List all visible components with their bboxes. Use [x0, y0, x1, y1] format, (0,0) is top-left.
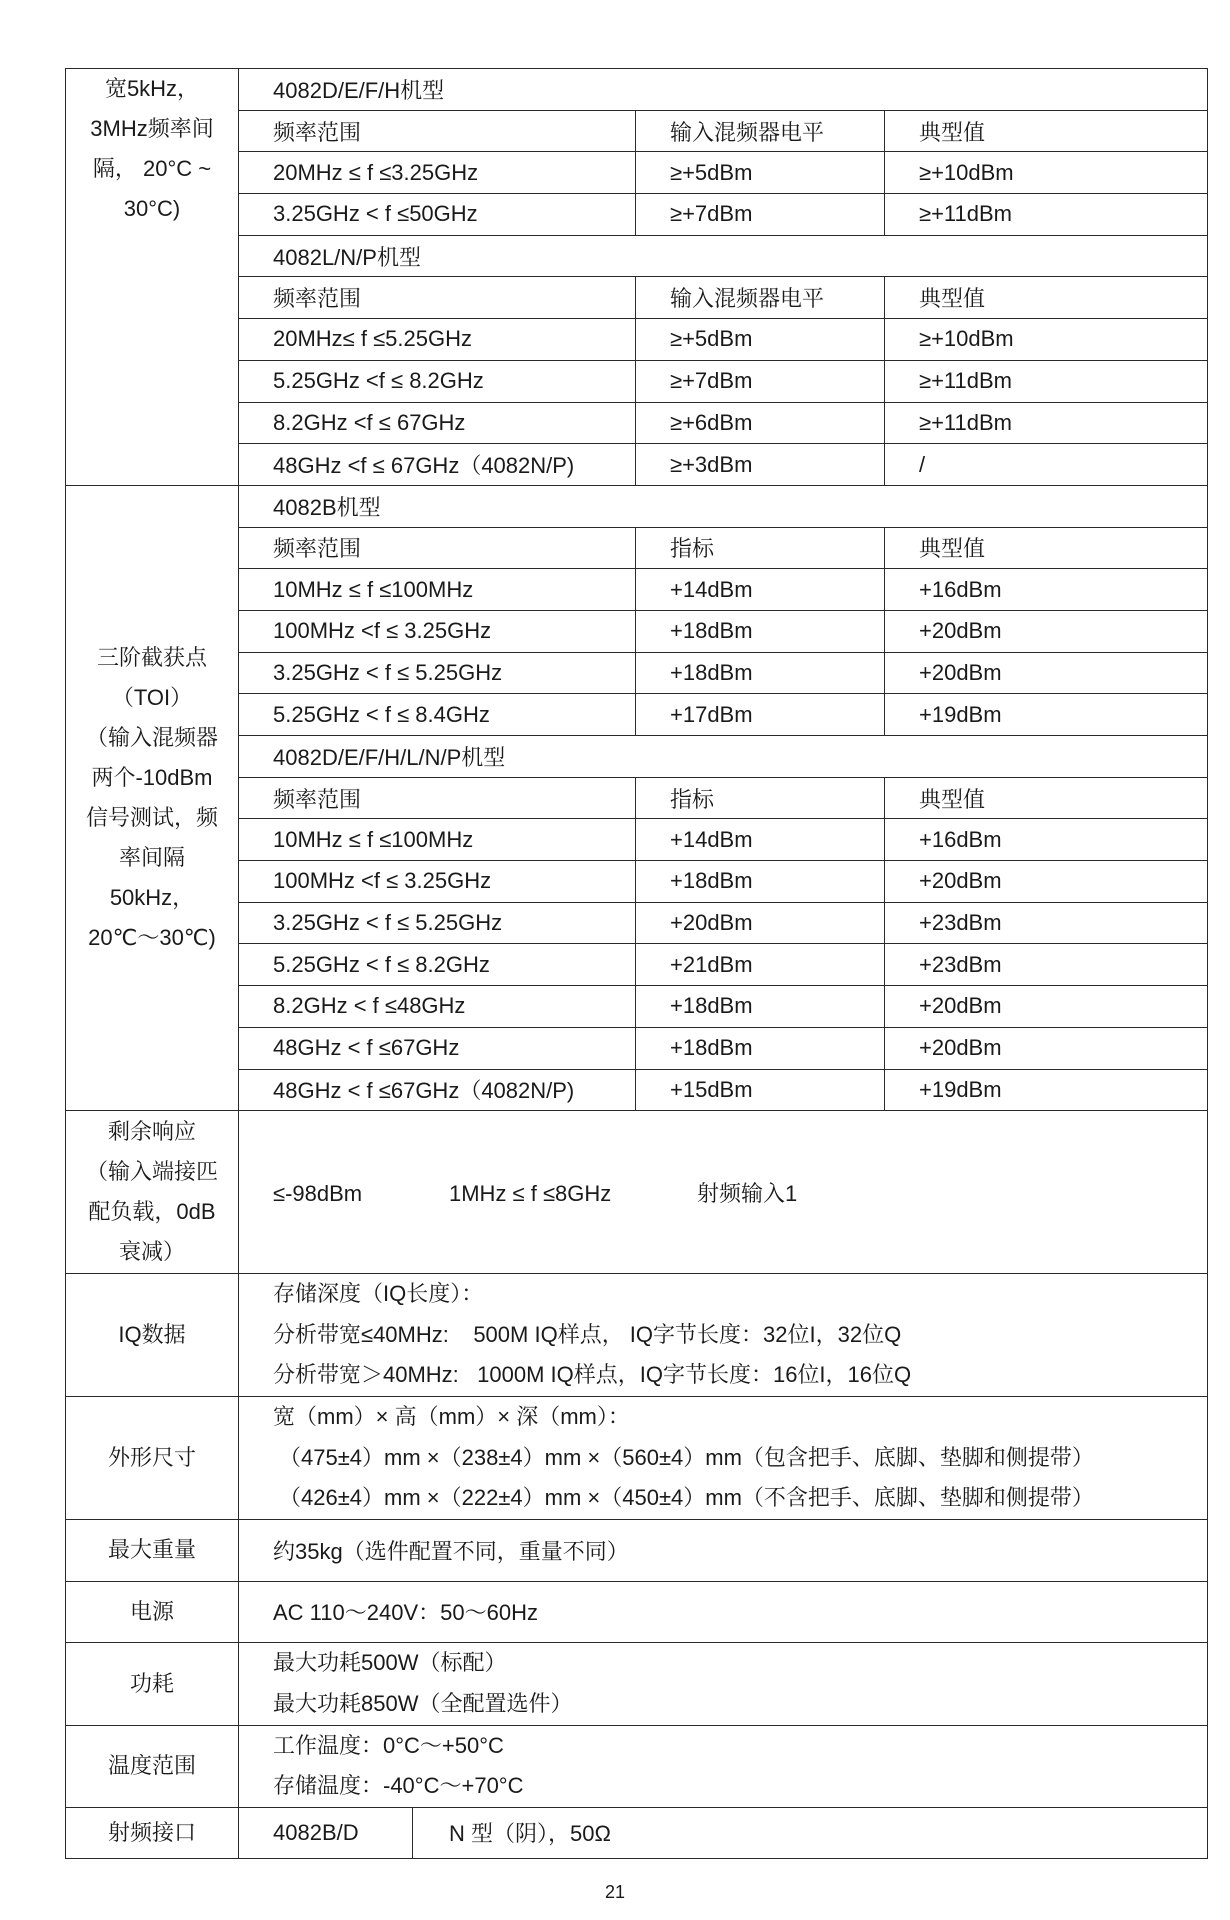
column-header: 输入混频器电平 — [636, 110, 885, 152]
dimensions-row — [66, 1397, 1208, 1520]
frequency-range: 3.25GHz < f ≤50GHz — [239, 194, 636, 236]
weight-row — [66, 1519, 1208, 1581]
frequency-range: 10MHz ≤ f ≤100MHz — [239, 569, 636, 611]
spurious-value — [239, 1111, 1208, 1274]
dimensions-label: 外形尺寸 — [66, 1397, 239, 1520]
level-value: +15dBm — [636, 1069, 885, 1111]
model-heading: 4082D/E/F/H/L/N/P机型 — [239, 736, 1208, 778]
frequency-range: 3.25GHz < f ≤ 5.25GHz — [239, 652, 636, 694]
rf-port-connector: N 型（阴），50Ω — [449, 1821, 611, 1847]
label-line: 3MHz频率间 — [90, 116, 214, 141]
label-line: 衰减） — [118, 1239, 185, 1265]
dimensions-line: （475±4）mm ×（238±4）mm ×（560±4）mm（包含把手、底脚、垫脚和侧提带） — [279, 1444, 1094, 1470]
frequency-range: 5.25GHz <f ≤ 8.2GHz — [239, 360, 636, 402]
iq-label: IQ数据 — [66, 1274, 239, 1397]
typical-value: ≥+11dBm — [885, 194, 1208, 236]
power-value: AC 110～240V：50～60Hz — [239, 1581, 1208, 1642]
dimensions-line: 宽（mm）× 高（mm）× 深（mm）： — [273, 1404, 630, 1430]
frequency-range: 48GHz <f ≤ 67GHz（4082N/P) — [239, 444, 636, 486]
page-number: 21 — [604, 1882, 626, 1902]
temperature-line: 存储温度：-40°C～+70°C — [273, 1773, 524, 1799]
level-value: ≥+6dBm — [636, 402, 885, 444]
consumption-label: 功耗 — [66, 1642, 239, 1725]
frequency-range: 3.25GHz < f ≤ 5.25GHz — [239, 902, 636, 944]
typical-value: / — [885, 444, 1208, 486]
model-row — [66, 485, 1208, 527]
frequency-range: 100MHz <f ≤ 3.25GHz — [239, 610, 636, 652]
temperature-line: 工作温度：0°C～+50°C — [273, 1732, 504, 1758]
frequency-range: 48GHz < f ≤67GHz — [239, 1027, 636, 1069]
rf-port-model: 4082B/D — [239, 1808, 413, 1858]
label-line: 50kHz， — [109, 885, 195, 911]
spurious-port: 射频输入1 — [697, 1180, 798, 1206]
typical-value: +16dBm — [885, 819, 1208, 861]
spec-table — [65, 68, 1208, 1859]
rf-port-row — [66, 1807, 1208, 1858]
level-value: ≥+5dBm — [636, 152, 885, 194]
column-header: 频率范围 — [239, 777, 636, 819]
column-header: 典型值 — [885, 110, 1208, 152]
typical-value: ≥+11dBm — [885, 360, 1208, 402]
label-line: 20℃～30℃) — [88, 925, 216, 951]
label-line: 信号测试，频 — [85, 805, 218, 831]
section-toi-label — [66, 485, 239, 1110]
label-line: 隔， 20°C ~ — [92, 156, 212, 181]
model-row — [66, 69, 1208, 111]
level-value: ≥+3dBm — [636, 444, 885, 486]
label-line: 率间隔 — [118, 845, 185, 871]
weight-value: 约35kg（选件配置不同，重量不同） — [239, 1519, 1208, 1581]
typical-value: +20dBm — [885, 1027, 1208, 1069]
model-heading: 4082L/N/P机型 — [239, 235, 1208, 277]
frequency-range: 5.25GHz < f ≤ 8.4GHz — [239, 694, 636, 736]
spec-table-body — [66, 69, 1208, 1111]
level-value: +14dBm — [636, 569, 885, 611]
typical-value: +20dBm — [885, 652, 1208, 694]
typical-value: +16dBm — [885, 569, 1208, 611]
column-header: 频率范围 — [239, 110, 636, 152]
temperature-label: 温度范围 — [66, 1725, 239, 1807]
level-value: ≥+7dBm — [636, 194, 885, 236]
consumption-line: 最大功耗850W（全配置选件） — [273, 1690, 573, 1716]
iq-value — [239, 1274, 1208, 1397]
spurious-row — [66, 1111, 1208, 1274]
typical-value: +20dBm — [885, 610, 1208, 652]
frequency-range: 20MHz≤ f ≤5.25GHz — [239, 319, 636, 361]
label-line: （输入混频器 — [85, 725, 218, 751]
model-heading: 4082D/E/F/H机型 — [239, 69, 1208, 111]
weight-label: 最大重量 — [66, 1519, 239, 1581]
section-bandwidth-label — [66, 69, 239, 486]
label-line: 宽5kHz， — [104, 76, 200, 101]
iq-line: 分析带宽＞40MHz: 1000M IQ样点，IQ字节长度：16位I，16位Q — [273, 1362, 912, 1388]
frequency-range: 10MHz ≤ f ≤100MHz — [239, 819, 636, 861]
level-value: ≥+7dBm — [636, 360, 885, 402]
iq-row — [66, 1274, 1208, 1397]
spurious-level: ≤-98dBm — [273, 1180, 363, 1206]
column-header: 输入混频器电平 — [636, 277, 885, 319]
label-line: 三阶截获点 — [96, 645, 207, 671]
spurious-label — [66, 1111, 239, 1274]
label-line: 两个-10dBm — [91, 765, 213, 791]
model-heading: 4082B机型 — [239, 485, 1208, 527]
temperature-row — [66, 1725, 1208, 1807]
typical-value: +20dBm — [885, 986, 1208, 1028]
label-line: 配负载，0dB — [88, 1199, 216, 1225]
level-value: +20dBm — [636, 902, 885, 944]
iq-line: 存储深度（IQ长度）： — [273, 1281, 484, 1307]
level-value: ≥+5dBm — [636, 319, 885, 361]
frequency-range: 8.2GHz < f ≤48GHz — [239, 986, 636, 1028]
label-line: 30°C) — [123, 196, 181, 221]
rf-port-value-cell — [239, 1807, 1208, 1858]
typical-value: +20dBm — [885, 861, 1208, 903]
typical-value: ≥+11dBm — [885, 402, 1208, 444]
column-header: 指标 — [636, 777, 885, 819]
typical-value: +19dBm — [885, 694, 1208, 736]
consumption-value — [239, 1642, 1208, 1725]
column-header: 典型值 — [885, 527, 1208, 569]
frequency-range: 5.25GHz < f ≤ 8.2GHz — [239, 944, 636, 986]
consumption-row — [66, 1642, 1208, 1725]
temperature-value — [239, 1725, 1208, 1807]
spec-table-body-bottom — [66, 1111, 1208, 1859]
level-value: +18dBm — [636, 610, 885, 652]
frequency-range: 8.2GHz <f ≤ 67GHz — [239, 402, 636, 444]
frequency-range: 48GHz < f ≤67GHz（4082N/P) — [239, 1069, 636, 1111]
column-header: 频率范围 — [239, 277, 636, 319]
column-header: 指标 — [636, 527, 885, 569]
level-value: +18dBm — [636, 652, 885, 694]
level-value: +18dBm — [636, 861, 885, 903]
level-value: +14dBm — [636, 819, 885, 861]
level-value: +18dBm — [636, 986, 885, 1028]
column-header: 频率范围 — [239, 527, 636, 569]
dimensions-line: （426±4）mm ×（222±4）mm ×（450±4）mm（不含把手、底脚、垫脚和侧提带） — [279, 1485, 1094, 1511]
typical-value: +19dBm — [885, 1069, 1208, 1111]
frequency-range: 100MHz <f ≤ 3.25GHz — [239, 861, 636, 903]
iq-line: 分析带宽≤40MHz: 500M IQ样点， IQ字节长度：32位I，32位Q — [273, 1321, 902, 1347]
level-value: +18dBm — [636, 1027, 885, 1069]
label-line: 剩余响应 — [107, 1119, 196, 1145]
consumption-line: 最大功耗500W（标配） — [273, 1650, 507, 1676]
dimensions-value — [239, 1397, 1208, 1520]
typical-value: ≥+10dBm — [885, 319, 1208, 361]
label-line: （TOI） — [111, 685, 193, 711]
typical-value: ≥+10dBm — [885, 152, 1208, 194]
column-header: 典型值 — [885, 277, 1208, 319]
typical-value: +23dBm — [885, 902, 1208, 944]
label-line: （输入端接匹 — [85, 1159, 218, 1185]
frequency-range: 20MHz ≤ f ≤3.25GHz — [239, 152, 636, 194]
power-row — [66, 1581, 1208, 1642]
level-value: +21dBm — [636, 944, 885, 986]
column-header: 典型值 — [885, 777, 1208, 819]
power-label: 电源 — [66, 1581, 239, 1642]
rf-port-label: 射频接口 — [66, 1807, 239, 1858]
level-value: +17dBm — [636, 694, 885, 736]
spurious-range: 1MHz ≤ f ≤8GHz — [449, 1180, 612, 1206]
typical-value: +23dBm — [885, 944, 1208, 986]
